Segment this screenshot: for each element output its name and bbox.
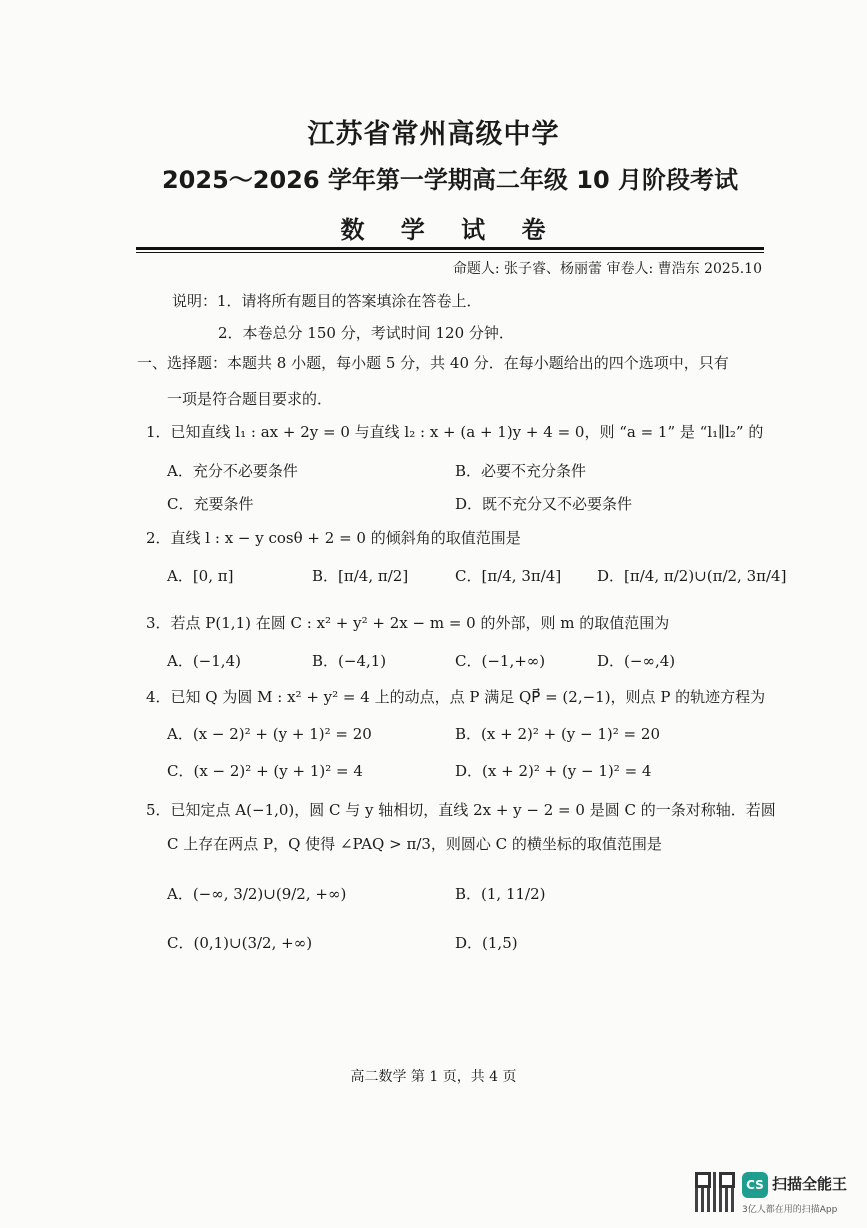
camscanner-name: 扫描全能王 <box>772 1175 848 1193</box>
question-2-option-d: D．[π/4, π/2)∪(π/2, 3π/4] <box>597 567 787 585</box>
question-1-option-a: A．充分不必要条件 <box>167 462 298 480</box>
question-4-option-d: D．(x + 2)² + (y − 1)² = 4 <box>455 762 652 780</box>
question-5-stem-line2: C 上存在两点 P，Q 使得 ∠PAQ > π/3，则圆心 C 的横坐标的取值范围是 <box>167 835 662 853</box>
question-5-option-b: B．(1, 11/2) <box>455 885 546 903</box>
question-4-option-a: A．(x − 2)² + (y + 1)² = 20 <box>167 725 372 743</box>
exam-title: 2025～2026 学年第一学期高二年级 10 月阶段考试 <box>161 166 739 194</box>
question-1-option-d: D．既不充分又不必要条件 <box>455 495 633 513</box>
question-3-option-a: A．(−1,4) <box>167 652 241 670</box>
page-footer: 高二数学 第 1 页，共 4 页 <box>350 1069 517 1085</box>
question-2-stem: 2．直线 l : x − y cosθ + 2 = 0 的倾斜角的取值范围是 <box>146 529 521 547</box>
question-2-option-b: B．[π/4, π/2] <box>312 567 409 585</box>
question-5-option-a: A．(−∞, 3/2)∪(9/2, +∞) <box>167 885 347 903</box>
question-1-option-c: C．充要条件 <box>167 495 254 513</box>
question-3-option-b: B．(−4,1) <box>312 652 387 670</box>
question-1-option-b: B．必要不充分条件 <box>455 462 587 480</box>
note-2: 2．本卷总分 150 分，考试时间 120 分钟． <box>218 324 514 342</box>
note-1: 说明：1．请将所有题目的答案填涂在答卷上． <box>172 292 482 310</box>
question-4-option-c: C．(x − 2)² + (y + 1)² = 4 <box>167 762 363 780</box>
question-1-stem: 1．已知直线 l₁ : ax + 2y = 0 与直线 l₂ : x + (a + 1)y + 4 = 0，则 “a = 1” 是 “l₁∥l₂” 的 <box>146 423 764 441</box>
question-2-option-c: C．[π/4, 3π/4] <box>455 567 562 585</box>
question-2-option-a: A．[0, π] <box>167 567 234 585</box>
qr-code-icon <box>695 1172 735 1212</box>
question-5-option-c: C．(0,1)∪(3/2, +∞) <box>167 934 313 952</box>
question-3-option-c: C．(−1,+∞) <box>455 652 546 670</box>
section-heading-line1: 一、选择题：本题共 8 小题，每小题 5 分，共 40 分．在每小题给出的四个选项中，只有 <box>137 354 729 372</box>
camscanner-tagline: 3亿人都在用的扫描App <box>742 1205 838 1215</box>
section-heading-line2: 一项是符合题目要求的． <box>167 390 333 408</box>
question-4-stem: 4．已知 Q 为圆 M : x² + y² = 4 上的动点，点 P 满足 QP⃗ = (2,−1)，则点 P 的轨迹方程为 <box>146 688 766 706</box>
header-rule-thick <box>136 247 764 250</box>
question-3-stem: 3．若点 P(1,1) 在圆 C : x² + y² + 2x − m = 0 的外部，则 m 的取值范围为 <box>146 614 670 632</box>
question-5-option-d: D．(1,5) <box>455 934 518 952</box>
question-5-stem-line1: 5．已知定点 A(−1,0)，圆 C 与 y 轴相切，直线 2x + y − 2 = 0 是圆 C 的一条对称轴．若圆 <box>146 801 776 819</box>
author-info: 命题人: 张子睿、杨丽蕾 审卷人: 曹浩东 2025.10 <box>452 261 762 277</box>
school-title: 江苏省常州高级中学 <box>307 119 560 150</box>
subject-title: 数 学 试 卷 <box>340 216 560 244</box>
question-4-option-b: B．(x + 2)² + (y − 1)² = 20 <box>455 725 660 743</box>
camscanner-logo-icon: CS <box>742 1172 768 1198</box>
question-3-option-d: D．(−∞,4) <box>597 652 676 670</box>
header-rule-thin <box>136 252 764 253</box>
